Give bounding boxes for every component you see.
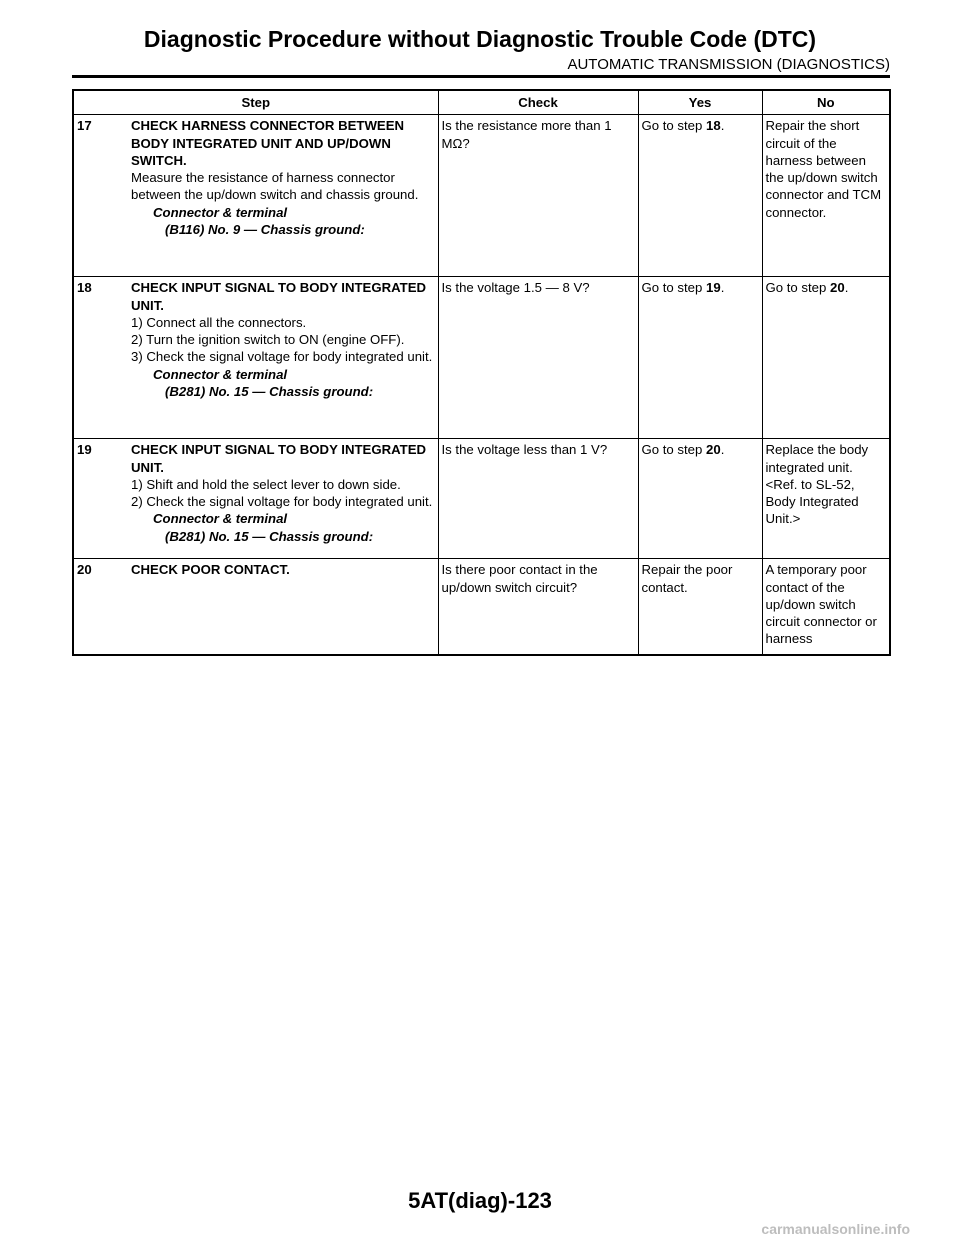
yes-cell: Go to step 20. xyxy=(638,439,762,559)
table-header-row xyxy=(73,90,890,115)
no-cell: Replace the body integrated unit. <Ref. to SL-52, Body Integrated Unit.> xyxy=(762,439,890,559)
yes-step-link[interactable]: 18 xyxy=(706,118,721,134)
table-row xyxy=(73,559,890,655)
connector-value: (B281) No. 15 — Chassis ground: xyxy=(165,528,374,544)
step-instruction: 1) Connect all the connectors. xyxy=(131,314,307,330)
check-cell: Is the voltage 1.5 — 8 V? xyxy=(438,277,638,439)
watermark: carmanualsonline.info xyxy=(761,1221,910,1237)
step-instruction: Measure the resistance of harness connector between the up/down switch and chassis ground. xyxy=(131,170,419,203)
step-number: 20 xyxy=(77,562,92,578)
section-title: AUTOMATIC TRANSMISSION (DIAGNOSTICS) xyxy=(567,56,890,73)
connector-value: (B281) No. 15 — Chassis ground: xyxy=(165,384,374,400)
no-cell: A temporary poor contact of the up/down switch circuit connector or harness xyxy=(762,559,890,655)
column-header-no: No xyxy=(762,90,890,115)
step-instruction: 2) Turn the ignition switch to ON (engine OFF). xyxy=(131,332,405,348)
step-instruction: 1) Shift and hold the select lever to down side. xyxy=(131,476,401,492)
step-title: CHECK HARNESS CONNECTOR BETWEEN BODY INTEGRATED UNIT AND UP/DOWN SWITCH. xyxy=(131,118,405,168)
connector-value: (B116) No. 9 — Chassis ground: xyxy=(165,222,365,238)
page-title: Diagnostic Procedure without Diagnostic Trouble Code (DTC) xyxy=(143,26,817,52)
connector-label: Connector & terminal xyxy=(153,511,288,527)
step-cell xyxy=(73,559,438,655)
yes-step-link[interactable]: 20 xyxy=(706,442,721,458)
step-title: CHECK INPUT SIGNAL TO BODY INTEGRATED UNIT. xyxy=(131,442,427,475)
yes-step-link[interactable]: 19 xyxy=(706,280,721,296)
no-cell: Repair the short circuit of the harness between the up/down switch connector and TCM connector. xyxy=(762,115,890,277)
step-number: 18 xyxy=(77,280,92,296)
column-header-step: Step xyxy=(73,90,438,115)
no-step-link[interactable]: 20 xyxy=(830,280,845,296)
yes-cell: Go to step 19. xyxy=(638,277,762,439)
check-cell: Is there poor contact in the up/down switch circuit? xyxy=(438,559,638,655)
table-row xyxy=(73,115,890,277)
step-cell xyxy=(73,439,438,559)
step-title: CHECK POOR CONTACT. xyxy=(131,562,290,578)
step-title: CHECK INPUT SIGNAL TO BODY INTEGRATED UNIT. xyxy=(131,280,427,313)
diagnostic-table xyxy=(72,89,891,656)
check-cell: Is the voltage less than 1 V? xyxy=(438,439,638,559)
connector-label: Connector & terminal xyxy=(153,366,288,382)
step-cell xyxy=(73,277,438,439)
step-number: 17 xyxy=(77,118,92,134)
page-number: 5AT(diag)-123 xyxy=(408,1188,552,1213)
step-cell xyxy=(73,115,438,277)
yes-text: Go to step xyxy=(641,442,707,458)
step-number: 19 xyxy=(77,442,92,458)
connector-label: Connector & terminal xyxy=(153,204,288,220)
step-instruction: 2) Check the signal voltage for body integrated unit. xyxy=(131,494,433,510)
step-instruction: 3) Check the signal voltage for body integrated unit. xyxy=(131,349,433,365)
column-header-check: Check xyxy=(438,90,638,115)
yes-cell: Repair the poor contact. xyxy=(638,559,762,655)
table-row xyxy=(73,277,890,439)
column-header-yes: Yes xyxy=(638,90,762,115)
table-row xyxy=(73,439,890,559)
yes-text: Go to step xyxy=(641,280,707,296)
yes-cell: Go to step 18. xyxy=(638,115,762,277)
no-cell: Go to step 20. xyxy=(762,277,890,439)
header-divider xyxy=(72,75,890,78)
check-cell: Is the resistance more than 1 MΩ? xyxy=(438,115,638,277)
no-text: Go to step xyxy=(765,280,831,296)
yes-text: Go to step xyxy=(641,118,707,134)
